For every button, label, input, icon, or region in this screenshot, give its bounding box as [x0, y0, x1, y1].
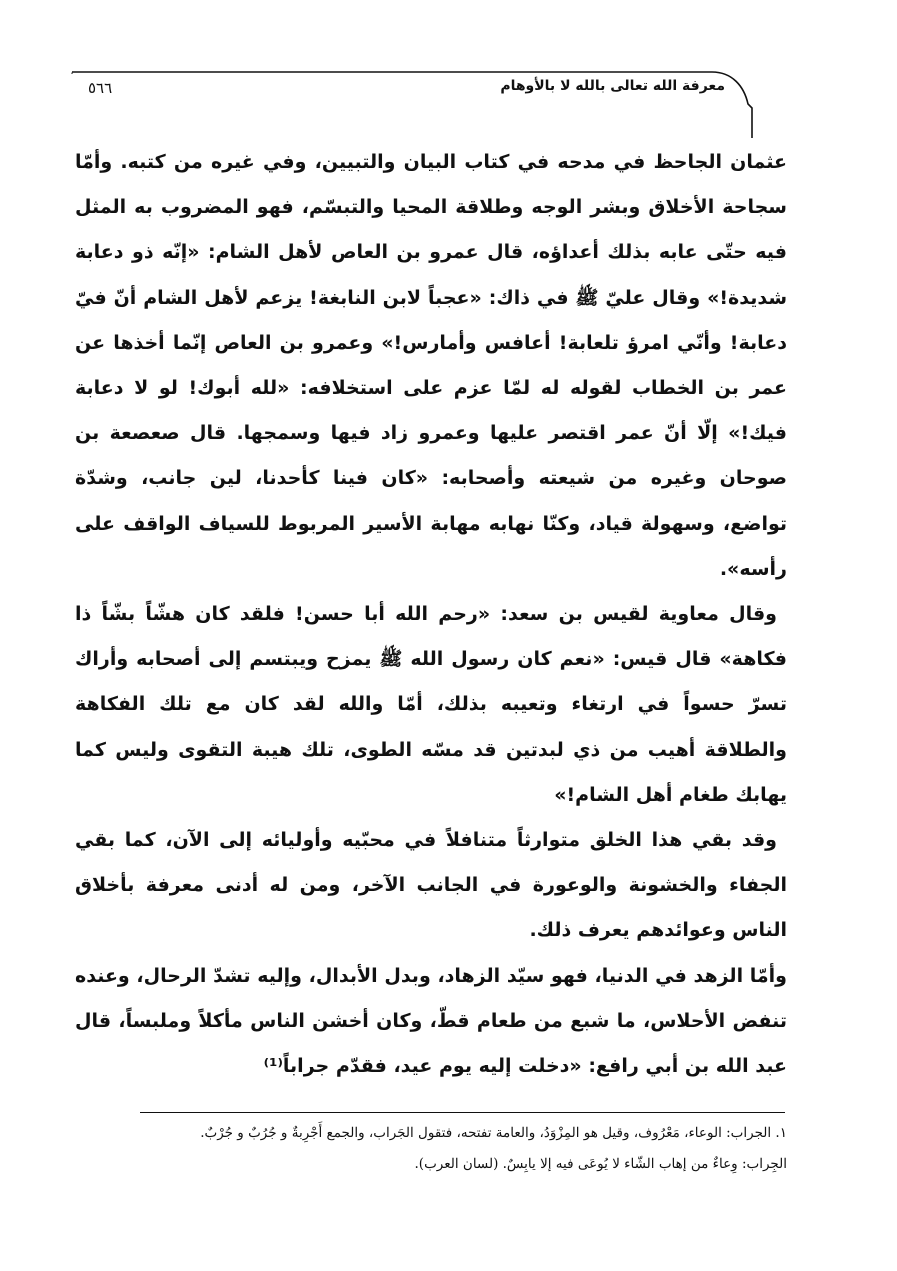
footnote-1: ١. الجراب: الوعاء، مَعْرُوف، وقيل هو المِزْوَدُ، والعامة تفتحه، فتقول الجَراب، والجمع أَجْرِبةٌ و جُرُبٌ و جُرْبٌ. — [200, 1125, 787, 1141]
page-number: ٥٦٦ — [88, 79, 113, 97]
paragraph-3: وقد بقي هذا الخلق متوارثاً متنافلاً في محبّيه وأوليائه إلى الآن، كما بقي الجفاء والخشونة والوعورة في الجانب الآخر، ومن له أدنى معرفة بأخلاق الناس وعوائدهم يعرف ذلك. — [75, 829, 787, 942]
paragraph-2: وقال معاوية لقيس بن سعد: «رحم الله أبا حسن! فلقد كان هشّاً بشّاً ذا فكاهة» قال قيس: «نعم كان رسول الله ﷺ يمزح ويبتسم إلى أصحابه وأراك تسرّ حسواً في ارتغاء وتعيبه بذلك، أمّا والله لقد كان مع تلك الفكاهة والطلاقة أهيب من ذي لبدتين قد مسّه الطوى، تلك هيبة التقوى وليس كما يهابك طغام أهل الشام!» — [75, 603, 787, 806]
paragraph-1: عثمان الجاحظ في مدحه في كتاب البيان والتبيين، وفي غيره من كتبه. وأمّا سجاحة الأخلاق وبشر الوجه وطلاقة المحيا والتبسّم، فهو المضروب به المثل فيه حتّى عابه بذلك أعداؤه، قال عمرو بن العاص لأهل الشام: «إنّه ذو دعابة شديدة!» وقال عليّ ﷺ في ذاك: «عجباً لابن النابغة! يزعم لأهل الشام أنّ فيّ دعابة! وأنّي امرؤ تلعابة! أعافس وأمارس!» وعمرو بن العاص إنّما أخذها عن عمر بن الخطاب لقوله له لمّا عزم على استخلافه: «لله أبوك! لو لا دعابة فيك!» إلّا أنّ عمر اقتصر عليها وعمرو زاد فيها وسمجها. قال صعصعة بن صوحان وغيره من شيعته وأصحابه: «كان فينا كأحدنا، لين جانب، وشدّة تواضع، وسهولة قياد، وكنّا نهابه مهابة الأسير المربوط للسياف الواقف على رأسه». — [75, 151, 787, 580]
footnotes — [72, 1118, 787, 1180]
main-text — [75, 140, 787, 1089]
footnote-1-continuation: الجِراب: وِعاءٌ من إهاب الشّاء لا يُوعَى فيه إلا يابِسٌ. (لسان العرب). — [414, 1156, 787, 1172]
paragraph-4: وأمّا الزهد في الدنيا، فهو سيّد الزهاد، وبدل الأبدال، وإليه تشدّ الرحال، وعنده تنفض الأحلاس، ما شبع من طعام قطّ، وكان أخشن الناس مأكلاً وملبساً، قال عبد الله بن أبي رافع: «دخلت إليه يوم عيد، فقدّم جراباً⁽¹⁾ — [75, 964, 787, 1078]
footnote-divider — [140, 1112, 785, 1113]
running-title: معرفة الله تعالى بالله لا بالأوهام — [500, 78, 725, 94]
header-frame — [0, 0, 897, 160]
